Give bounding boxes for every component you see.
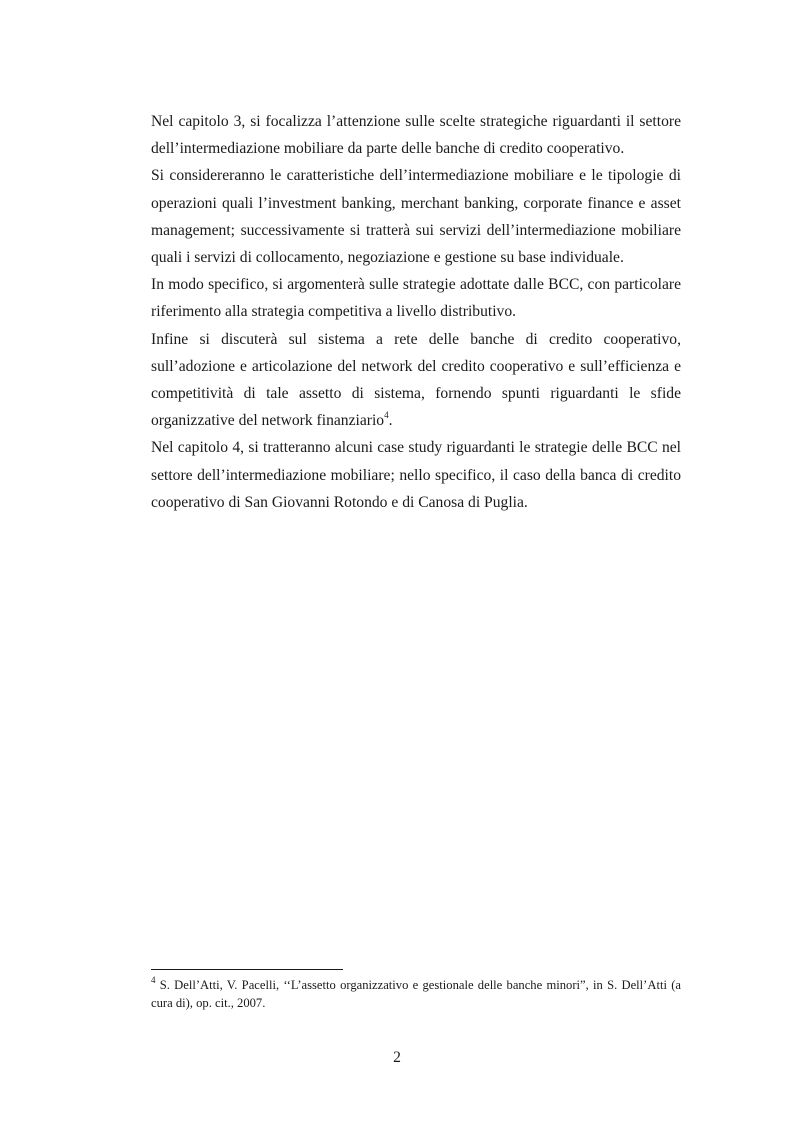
paragraph-network-system-text: Infine si discuterà sul sistema a rete delle banche di credito cooperativo, sull’adozione e articolazione del network del credito cooperativo e sull’efficienza e competitività di tale assetto di sistema, fornendo spunti riguardanti le sfide organizzative del network finanziario [151, 330, 681, 430]
page-number: 2 [393, 1049, 401, 1066]
footnote [151, 976, 681, 1012]
paragraph-network-system [151, 326, 681, 435]
paragraph-chapter-4: Nel capitolo 4, si tratteranno alcuni case study riguardanti le strategie delle BCC nel settore dell’intermediazione mobiliare; nello specifico, il caso della banca di credito cooperativo di San Giovanni Rotondo e di Canosa di Puglia. [151, 439, 681, 511]
footnote-number: 4 [151, 974, 156, 985]
footnote-reference-suffix: . [388, 412, 393, 430]
paragraph-chapter-3: Nel capitolo 3, si focalizza l’attenzione sulle scelte strategiche riguardanti il settore dell’intermediazione mobiliare da parte delle banche di credito cooperativo. [151, 113, 681, 158]
body-text [151, 108, 681, 516]
paragraph-intermediation-characteristics: Si considereranno le caratteristiche dell’intermediazione mobiliare e le tipologie di operazioni quali l’investment banking, merchant banking, corporate finance e asset management; successivamente si tratterà sui servizi dell’intermediazione mobiliare quali i servizi di collocamento, negoziazione e gestione su base individuale. [151, 167, 681, 267]
footnote-divider [151, 969, 343, 970]
footnote-reference: 4 [384, 410, 389, 421]
paragraph-bcc-strategies: In modo specifico, si argomenterà sulle strategie adottate dalle BCC, con particolare riferimento alla strategia competitiva a livello distributivo. [151, 276, 681, 321]
footnote-text: S. Dell’Atti, V. Pacelli, ‘‘L’assetto organizzativo e gestionale delle banche minori”, in S. Dell’Atti (a cura di), op. cit., 2007. [151, 978, 681, 1010]
